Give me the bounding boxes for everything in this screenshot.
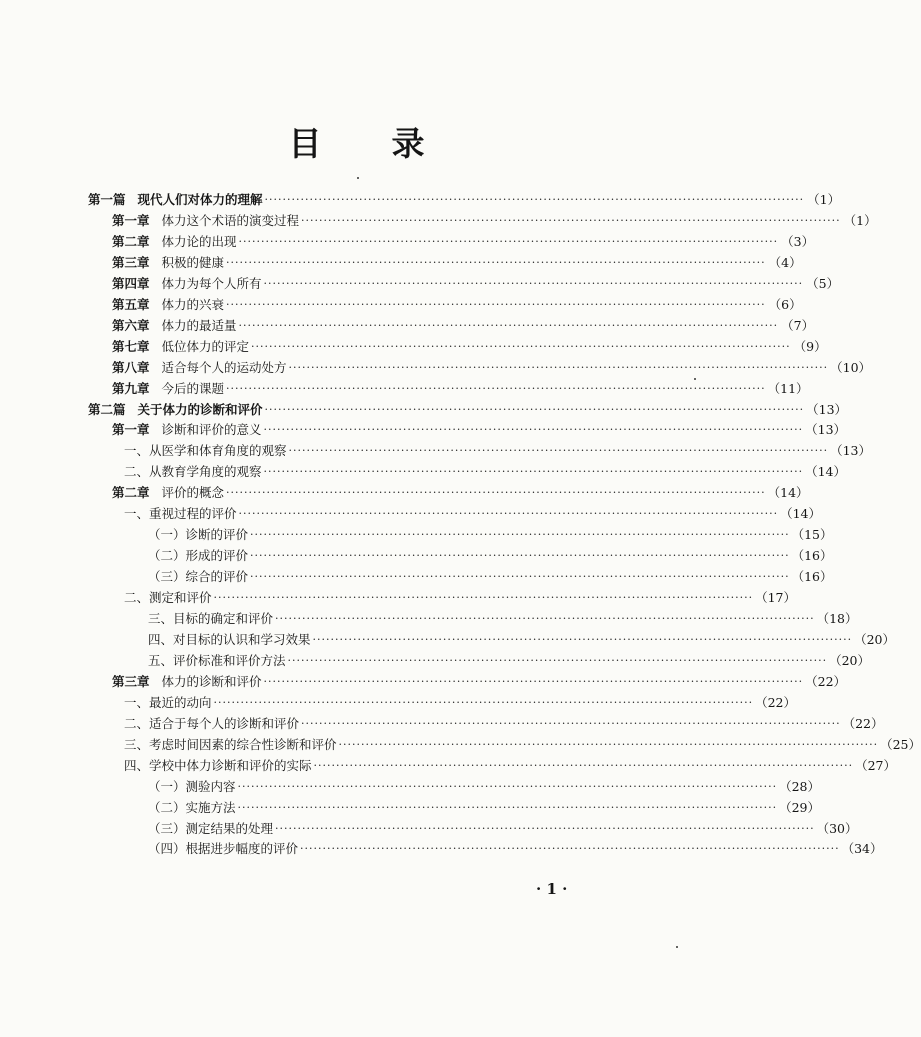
page-title [0,118,713,165]
dot-leader: ························································································································ [275,821,815,835]
toc-entry-number: 第二章 [112,485,150,501]
toc-entry [124,462,847,482]
toc-entry-page: （16） [791,548,833,564]
toc-entry-page: （10） [830,359,872,375]
toc-entry-page: （1） [807,192,841,207]
toc-entry-title: 二、适合于每个人的诊断和评价 [124,715,300,731]
dot-leader: ························································································································ [250,528,790,542]
toc-entry [88,190,841,210]
toc-entry-title: 四、对目标的认识和学习效果 [148,631,311,647]
toc-entry-page: （13） [805,422,847,438]
toc-entry [112,232,815,252]
toc-entry-page: （15） [791,527,833,543]
toc-entry-number: 第二篇 [88,401,126,417]
toc-entry [112,337,827,357]
toc-entry-title: 一、最近的动向 [124,694,212,710]
toc-entry-number: 第七章 [112,338,150,354]
toc-entry-title: （三）测定结果的处理 [148,820,274,836]
toc-entry-title: （一）诊断的评价 [148,527,249,543]
toc-entry [112,483,809,503]
toc-entry-page: （3） [781,233,815,249]
toc-entry-number: 第二章 [112,233,150,249]
toc-entry-page: （22） [805,673,847,689]
toc-entry [112,358,872,378]
toc-entry-page: （34） [841,841,883,857]
dot-leader: ························································································································ [264,193,805,206]
toc-entry-page: （29） [779,799,821,815]
toc-entry-title: （一）测验内容 [148,778,236,794]
toc-entry-number: 第三章 [112,254,150,270]
toc-entry [148,777,821,797]
toc-entry-number: 第一章 [112,422,150,438]
toc-entry-page: （14） [780,506,822,522]
scan-speck [357,177,359,179]
dot-leader: ························································································································ [226,255,766,269]
toc-entry [148,525,833,545]
toc-entry-title: 体力的最适量 [161,317,237,333]
toc-entry [112,295,802,315]
toc-entry-page: （22） [842,715,884,731]
toc-entry-page: （16） [791,569,833,585]
toc-entry [124,588,797,608]
toc-entry-page: （30） [816,820,858,836]
toc-entry-number: 第五章 [112,296,150,312]
page-number: · 1 · [536,880,568,898]
toc-entry [112,211,877,231]
toc-entry-number: 第三章 [112,673,150,689]
dot-leader: ························································································································ [312,632,853,646]
dot-leader: ························································································································ [263,423,804,437]
toc-entry-number: 第八章 [112,359,150,375]
title-char-2: 录 [391,124,425,163]
dot-leader: ························································································································ [250,570,790,584]
toc-entry [124,504,822,524]
toc-entry-title: 三、目标的确定和评价 [148,611,274,626]
toc-entry-title: 体力这个术语的演变过程 [161,212,300,228]
toc-entry-page: （4） [768,254,802,270]
toc-entry-page: （27） [855,757,897,773]
toc-entry-number: 第一篇 [88,192,126,207]
toc-entry-number: 第六章 [112,317,150,333]
toc-entry-page: （18） [816,611,858,626]
toc-entry-number: 第九章 [112,380,150,396]
toc-entry [148,546,833,566]
toc-entry [112,672,847,692]
toc-entry-page: （11） [767,380,809,396]
toc-entry-title: （二）形成的评价 [148,548,249,564]
toc-entry [112,420,847,440]
toc-entry [124,693,797,713]
toc-entry-title: （四）根据进步幅度的评价 [148,841,299,857]
toc-entry-page: （25） [880,736,921,752]
toc-entry-page: （7） [781,317,815,333]
toc-entry [148,651,871,671]
toc-entry-title: 四、学校中体力诊断和评价的实际 [124,757,312,773]
toc-entry-number: 第一章 [112,212,150,228]
title-char-1: 目 [288,124,322,163]
toc-entry-title: 积极的健康 [161,254,225,270]
toc-entry-title: 二、从教育学角度的观察 [124,464,262,480]
dot-leader: ························································································································ [213,695,754,709]
toc-entry-title: 体力的诊断和评价 [161,673,262,689]
dot-leader: ························································································································ [226,381,766,395]
dot-leader: ························································································································ [313,758,854,772]
toc-entry-title: 关于体力的诊断和评价 [137,401,263,417]
toc-entry [148,798,821,818]
dot-leader: ························································································································ [301,213,841,227]
toc-entry-page: （22） [755,694,797,710]
dot-leader: ························································································································ [226,297,766,311]
toc-entry [148,839,883,859]
toc-entry-title: 低位体力的评定 [161,338,250,354]
toc-entry-title: 诊断和评价的意义 [161,422,262,438]
toc-entry-title: 体力的兴衰 [161,296,225,312]
toc-entry-title: 适合每个人的运动处方 [161,359,287,375]
toc-entry-page: （5） [806,275,840,291]
dot-leader: ························································································································ [288,444,829,458]
toc-entry-page: （28） [779,778,821,794]
dot-leader: ························································································································ [237,800,778,814]
toc-entry [124,714,884,734]
dot-leader: ························································································································ [275,612,815,625]
toc-entry [112,379,809,399]
toc-entry-page: （20） [854,631,896,647]
toc-entry [148,819,858,839]
toc-entry-page: （13） [830,443,872,459]
toc-entry-page: （17） [755,590,797,606]
scan-speck [676,946,678,948]
scan-speck [694,378,696,380]
dot-leader: ························································································································ [213,591,754,605]
dot-leader: ························································································································ [251,339,791,353]
toc-entry-page: （6） [768,296,802,312]
toc-entry-page: （1） [843,212,877,228]
toc-entry [88,400,848,420]
toc-entry-title: 三、考虑时间因素的综合性诊断和评价 [124,736,337,752]
dot-leader: ························································································································ [238,234,779,248]
toc-entry-title: 今后的课题 [161,380,225,396]
toc-entry-page: （20） [829,652,871,668]
toc-entry [124,735,921,755]
toc-entry-page: （14） [767,485,809,501]
dot-leader: ························································································································ [263,674,804,688]
toc-entry-title: 一、重视过程的评价 [124,506,237,522]
dot-leader: ························································································································ [263,465,804,479]
toc-entry-page: （9） [793,338,827,354]
dot-leader: ························································································································ [288,360,829,374]
toc-entry-title: 体力为每个人所有 [161,275,262,291]
dot-leader: ························································································································ [238,507,779,521]
toc-entry [148,567,833,587]
toc-entry-title: 评价的概念 [161,485,225,501]
toc-entry-title: 二、测定和评价 [124,590,212,606]
dot-leader: ························································································································ [287,653,828,667]
toc-entry-title: 体力论的出现 [161,233,237,249]
toc-entry-title: （三）综合的评价 [148,569,249,585]
dot-leader: ························································································································ [226,486,766,500]
toc-entry [124,756,897,776]
toc-entry-title: 五、评价标准和评价方法 [148,652,286,668]
toc-entry [148,609,858,629]
toc-entry-number: 第四章 [112,275,150,291]
dot-leader: ························································································································ [301,716,841,730]
toc-entry-page: （13） [806,401,848,417]
toc-entry-title: （二）实施方法 [148,799,236,815]
dot-leader: ························································································································ [238,318,779,332]
toc-entry [112,316,815,336]
toc-entry-page: （14） [805,464,847,480]
dot-leader: ························································································································ [264,402,805,416]
dot-leader: ························································································································ [263,276,804,290]
dot-leader: ························································································································ [237,779,778,793]
toc-entry [148,630,896,650]
toc-entry [112,274,840,294]
dot-leader: ························································································································ [250,549,790,563]
toc-entry [124,441,872,461]
toc-entry-title: 一、从医学和体育角度的观察 [124,443,287,459]
toc-entry [112,253,802,273]
dot-leader: ························································································································ [300,842,840,856]
toc-entry-title: 现代人们对体力的理解 [137,192,263,207]
dot-leader: ························································································································ [338,737,879,751]
